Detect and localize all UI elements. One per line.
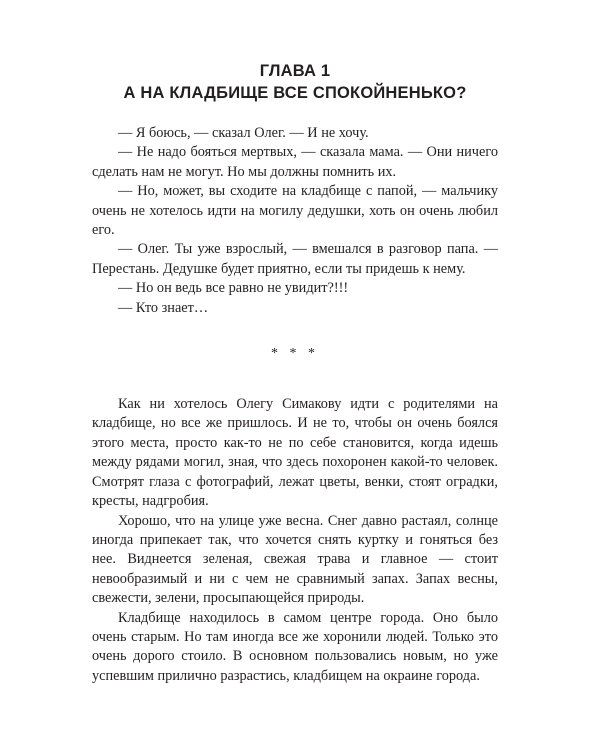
dialogue-paragraph: — Но он ведь все равно не увидит?!!!	[118, 280, 349, 297]
dialogue-paragraph: — Но, может, вы сходите на кладбище с папой, — мальчику очень не хотелось идти на могилу дедушки, хоть он очень любил его.	[92, 183, 498, 239]
dialogue-paragraph: — Олег. Ты уже взрослый, — вмешался в разговор папа. — Перестань. Дедушке будет приятно, если ты придешь к нему.	[92, 241, 498, 277]
dialogue-paragraph: — Кто знает…	[118, 299, 209, 316]
chapter-heading	[92, 60, 498, 104]
book-page	[92, 60, 498, 686]
narrative-paragraph: Кладбище находилось в самом центре города. Оно было очень старым. Но там иногда все же хоронили людей. Только это очень дорого стоило. В основном пользовались новым, но уже успевшим прилично разрастись, кладбищем на окраине города.	[92, 609, 498, 684]
narrative-section	[92, 395, 498, 686]
dialogue-paragraph: — Не надо бояться мертвых, — сказала мама. — Они ничего сделать нам не могут. Но мы должны помнить их.	[92, 144, 498, 180]
chapter-number: ГЛАВА 1	[259, 62, 331, 80]
narrative-paragraph: Как ни хотелось Олегу Симакову идти с родителями на кладбище, но все же пришлось. И не то, чтобы он очень боялся этого места, просто как-то не по себе становится, когда идешь между рядами могил, зная, что здесь похоронен какой-то человек. Смотрят глаза с фотографий, лежат цветы, венки, стоят оградки, кресты, надгробия.	[92, 396, 498, 510]
section-break: * * *	[271, 346, 319, 362]
dialogue-section	[92, 124, 498, 318]
chapter-title: А НА КЛАДБИЩЕ ВСЕ СПОКОЙНЕНЬКО?	[123, 84, 467, 102]
dialogue-paragraph: — Я боюсь, — сказал Олег. — И не хочу.	[118, 125, 369, 141]
narrative-paragraph: Хорошо, что на улице уже весна. Снег давно растаял, солнце иногда припекает так, что хочется снять куртку и гоняться без нее. Виднеется зеленая, свежая трава и главное — стоит невообразимый и ни с чем не сравнимый запах. Запах весны, свежести, зелени, просыпающейся природы.	[92, 512, 498, 607]
